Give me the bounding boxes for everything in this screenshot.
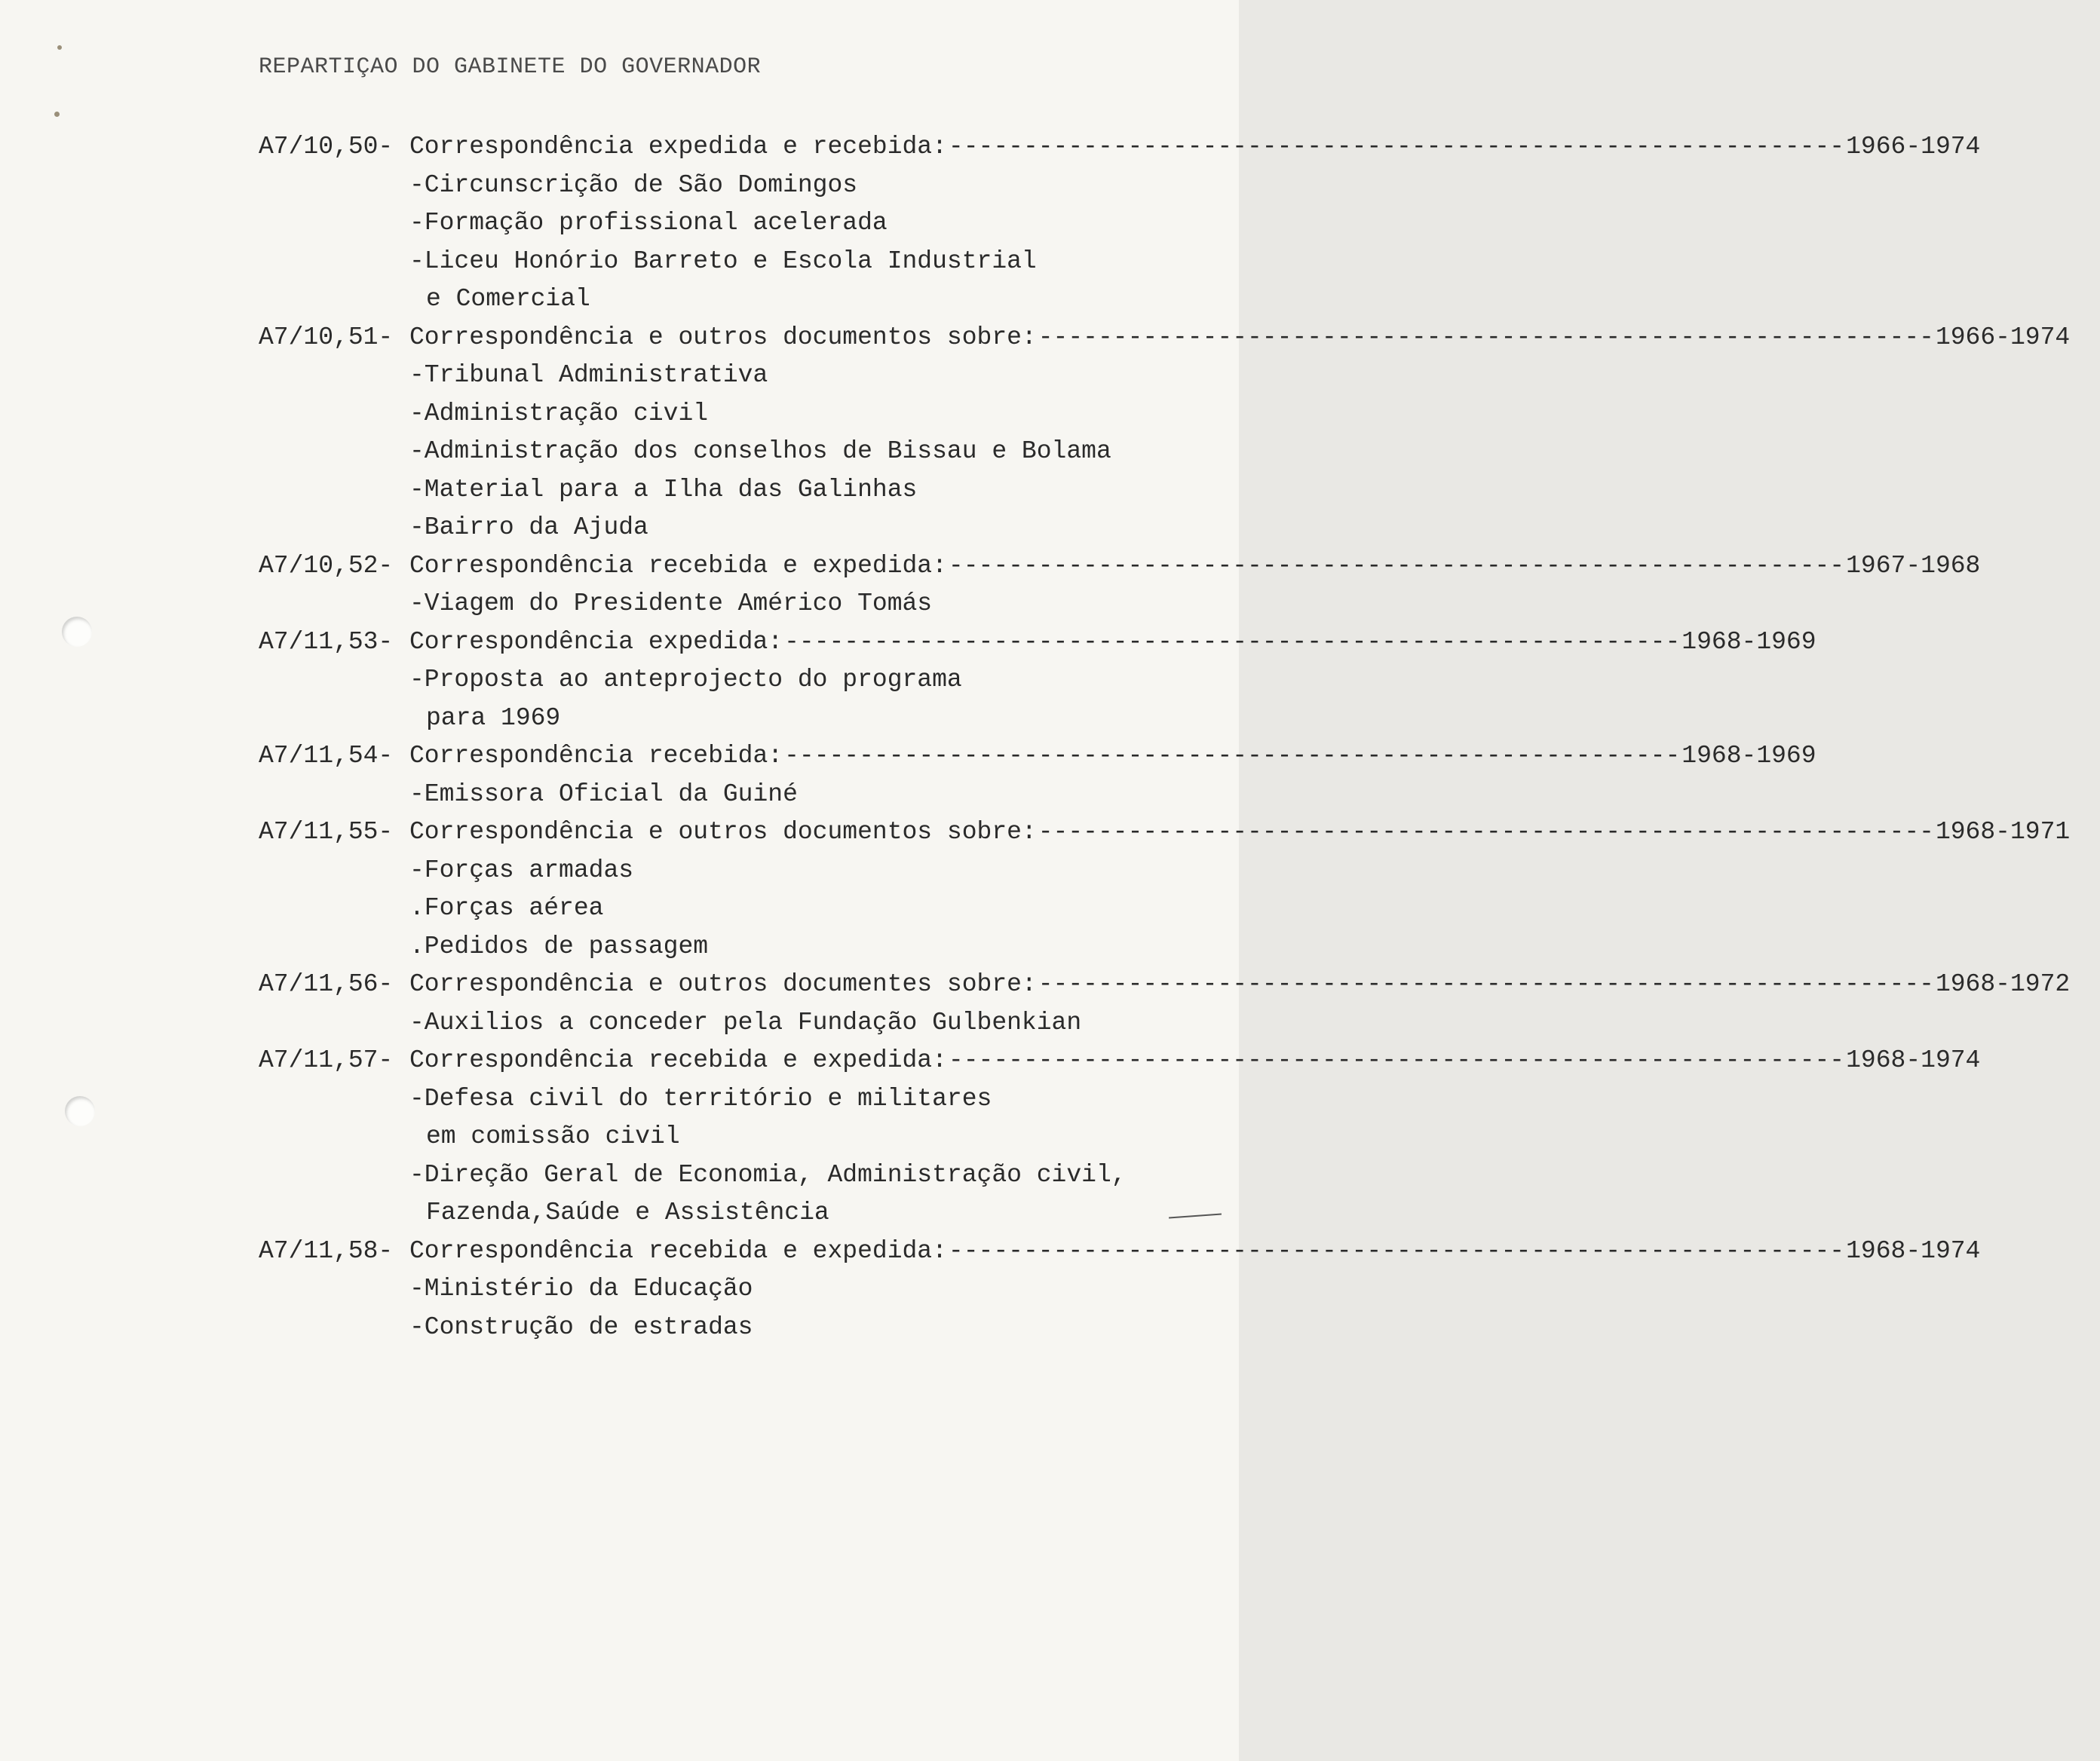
page-header: REPARTIÇAO DO GABINETE DO GOVERNADOR: [259, 54, 762, 80]
entry-heading: [259, 742, 1816, 780]
entry-code: A7/10,51-: [259, 323, 394, 351]
catalog-entry: [259, 551, 1981, 628]
entry-heading: [259, 970, 2071, 1009]
entry-years: 1966-1974: [1935, 323, 2071, 351]
leader-dashes: ------------------------------------------------------------: [948, 1236, 1845, 1265]
entry-heading: [259, 1236, 1981, 1276]
entry-item: e Comercial: [426, 285, 590, 313]
entry-item: -Defesa civil do território e militares: [409, 1084, 992, 1113]
entry-years: 1968-1972: [1935, 970, 2071, 998]
entry-item: -Viagem do Presidente Américo Tomás: [409, 590, 933, 617]
entry-years: 1966-1974: [1846, 133, 1981, 161]
entry-years: 1968-1969: [1682, 627, 1816, 656]
leader-dashes: ------------------------------------------------------------: [784, 742, 1681, 770]
entry-years: 1968-1971: [1935, 818, 2071, 846]
entry-item: Fazenda,Saúde e Assistência: [426, 1199, 829, 1227]
leader-dashes: ------------------------------------------------------------: [948, 133, 1845, 161]
entry-item: -Bairro da Ajuda: [409, 513, 648, 541]
leader-dashes: ------------------------------------------------------------: [948, 551, 1845, 580]
entry-title: Correspondência expedida:: [409, 627, 783, 656]
entry-item: -Direção Geral de Economia, Administração civil,: [409, 1160, 1127, 1189]
entry-code: A7/11,54-: [259, 742, 394, 770]
leader-dashes: ------------------------------------------------------------: [1038, 323, 1934, 351]
entry-code: A7/11,55-: [259, 818, 394, 846]
entry-item: em comissão civil: [426, 1122, 680, 1150]
entry-code: A7/10,52-: [259, 551, 394, 580]
entry-title: Correspondência e outros documentos sobre:: [409, 818, 1037, 846]
entry-code: A7/11,58-: [259, 1236, 394, 1265]
leader-dashes: ------------------------------------------------------------: [948, 1046, 1845, 1074]
catalog-entry: [259, 627, 1816, 743]
entry-title: Correspondência e outros documentos sobre:: [409, 323, 1037, 351]
leader-dashes: ------------------------------------------------------------: [1038, 970, 1934, 998]
punch-hole: [62, 617, 92, 647]
entry-item: -Proposta ao anteprojecto do programa: [409, 666, 962, 694]
entry-heading: [259, 133, 1981, 171]
entry-item: -Ministério da Educação: [409, 1275, 753, 1303]
entry-title: Correspondência recebida e expedida:: [409, 1046, 947, 1074]
entry-years: 1968-1974: [1846, 1236, 1981, 1265]
paper-speck: [57, 45, 62, 50]
entry-item: -Liceu Honório Barreto e Escola Industrial: [409, 247, 1037, 275]
entry-code: A7/11,57-: [259, 1046, 394, 1074]
entry-item: -Construção de estradas: [409, 1312, 753, 1341]
entry-item: -Tribunal Administrativa: [409, 361, 768, 389]
catalog-entry: [259, 323, 2071, 552]
entry-code: A7/11,56-: [259, 970, 394, 998]
punch-hole: [65, 1096, 95, 1126]
entry-item: .Pedidos de passagem: [409, 932, 709, 960]
entry-title: Correspondência recebida:: [409, 742, 783, 770]
leader-dashes: ------------------------------------------------------------: [1038, 818, 1934, 846]
entry-item: -Emissora Oficial da Guiné: [409, 779, 798, 808]
catalog-entry: [259, 742, 1816, 818]
entry-item: -Auxilios a conceder pela Fundação Gulbenkian: [409, 1008, 1082, 1037]
entry-item: -Administração dos conselhos de Bissau e Bolama: [409, 437, 1111, 465]
entry-heading: [259, 627, 1816, 666]
catalog-entry: [259, 1236, 1981, 1352]
catalog-entry: [259, 133, 1981, 323]
entry-years: 1968-1969: [1682, 742, 1816, 770]
entry-title: Correspondência e outros documentes sobre:: [409, 970, 1037, 998]
entry-heading: [259, 1046, 1981, 1085]
entry-item: -Circunscrição de São Domingos: [409, 170, 858, 199]
entry-heading: [259, 818, 2071, 856]
entry-code: A7/11,53-: [259, 627, 394, 656]
entry-heading: [259, 323, 2071, 362]
entry-title: Correspondência recebida e expedida:: [409, 1236, 947, 1265]
entry-title: Correspondência recebida e expedida:: [409, 551, 947, 580]
entry-years: 1968-1974: [1846, 1046, 1981, 1074]
catalog-entry: [259, 1046, 1981, 1237]
catalog-entry: [259, 818, 2071, 970]
entry-code: A7/10,50-: [259, 133, 394, 161]
entry-list: [259, 133, 2071, 1351]
entry-title: Correspondência expedida e recebida:: [409, 133, 947, 161]
entry-item: -Administração civil: [409, 399, 709, 427]
entry-item: -Formação profissional acelerada: [409, 209, 888, 237]
paper-speck: [54, 112, 60, 117]
entry-item: para 1969: [426, 703, 561, 732]
leader-dashes: ------------------------------------------------------------: [784, 627, 1681, 656]
entry-item: .Forças aérea: [409, 894, 604, 922]
catalog-entry: [259, 970, 2071, 1046]
entry-item: -Forças armadas: [409, 856, 634, 884]
entry-heading: [259, 551, 1981, 590]
entry-item: -Material para a Ilha das Galinhas: [409, 475, 918, 504]
entry-years: 1967-1968: [1846, 551, 1981, 580]
